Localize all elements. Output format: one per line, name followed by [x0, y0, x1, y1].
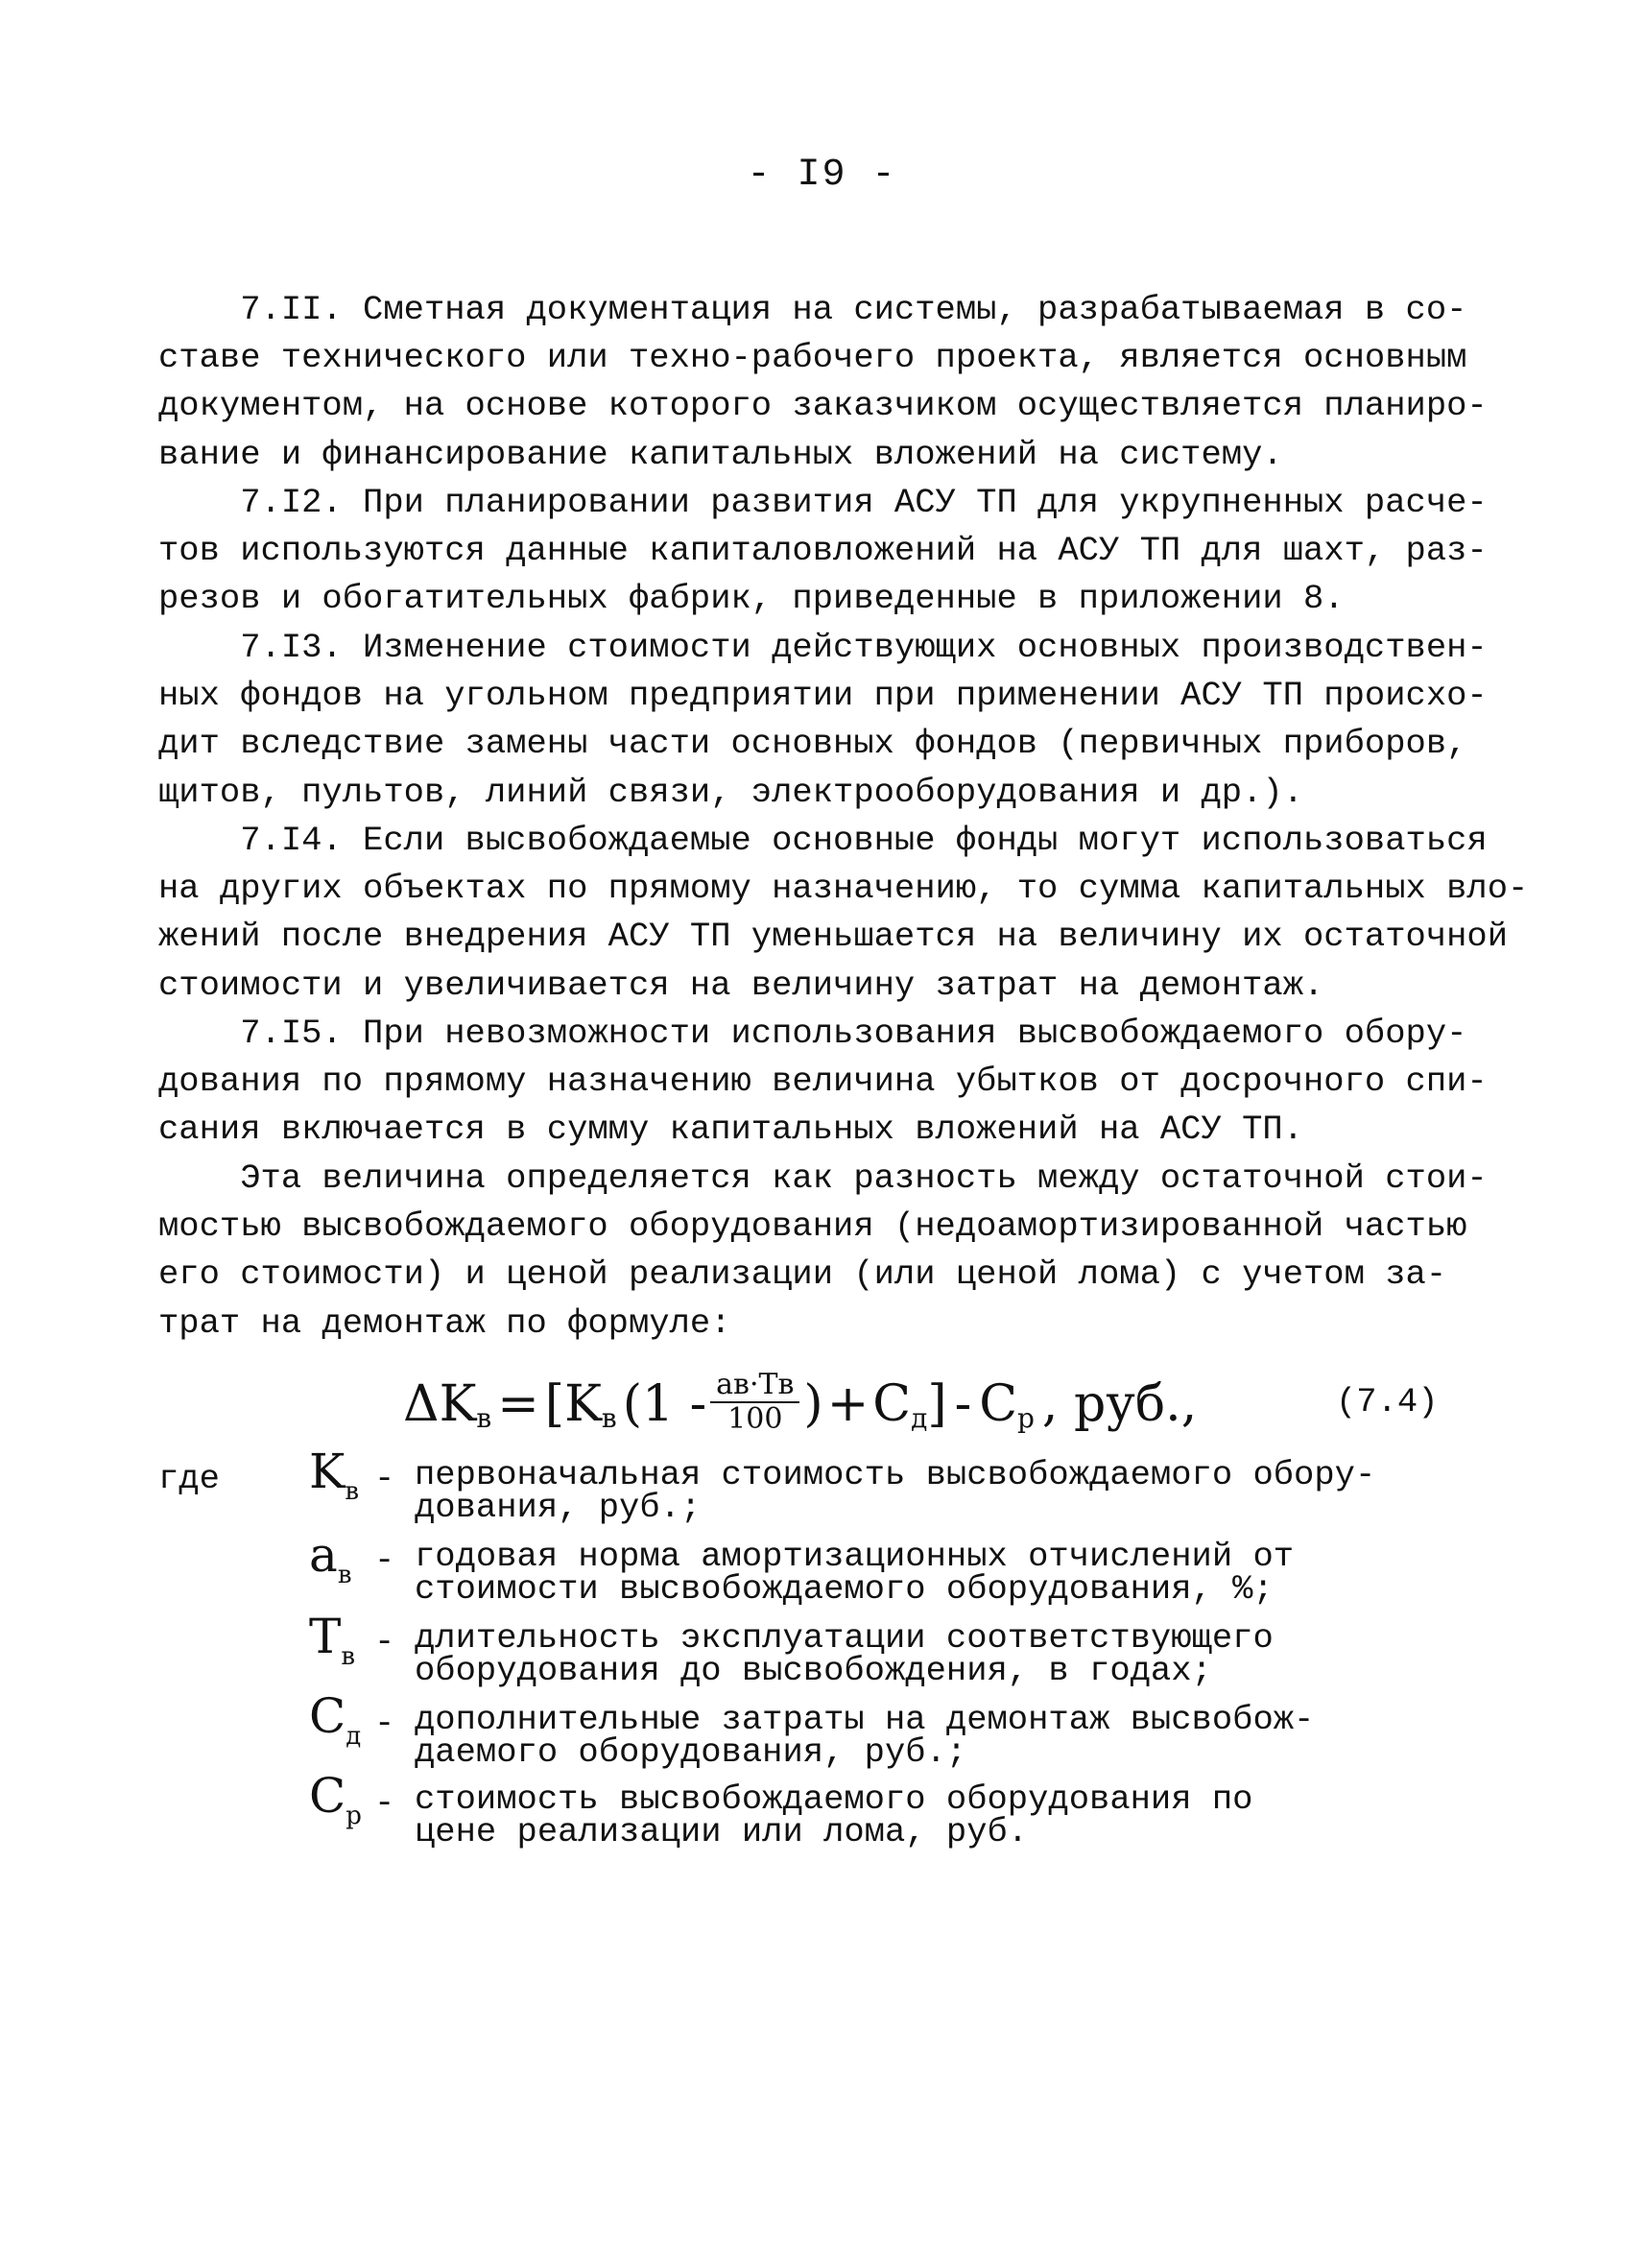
- formula-fraction: [710, 1369, 799, 1436]
- formula-open-bracket: [: [544, 1375, 565, 1433]
- definition-text-t: длительность эксплуатации соответствующего оборудования до высвобождения, в годах;: [415, 1618, 1274, 1690]
- formula-c-sub: д: [911, 1401, 928, 1434]
- paragraph-7-15: 7.I5. При невозможности использования высвобождаемого обору- дования по прямому назначению величина убытков от досрочного спи- сания включается в сумму капитальных вложений на АСУ ТП.: [158, 1014, 1488, 1150]
- definition-dash: -: [374, 1459, 395, 1498]
- formula-k-inner-sub: в: [601, 1401, 617, 1434]
- definition-text-cd: дополнительные затраты на демонтаж высвобож- даемого оборудования, руб.;: [415, 1700, 1315, 1772]
- formula-delta: Δ: [403, 1375, 440, 1433]
- formula-units: , руб.,: [1041, 1375, 1198, 1433]
- definition-dash: -: [374, 1540, 395, 1580]
- definition-dash: -: [374, 1704, 395, 1743]
- definition-symbol-cd: $C_д$: [309, 1688, 362, 1751]
- formula-fraction-numerator: aв·Tв: [710, 1369, 799, 1403]
- definition-text-a: годовая норма амортизационных отчислений от стоимости высвобождаемого оборудования, %;: [415, 1537, 1295, 1609]
- paragraph-7-12: 7.I2. При планировании развития АСУ ТП для укрупненных расче- тов используются данные капиталовложений на АСУ ТП для шахт, раз- резов и обогатительных фабрик, приведенные в приложении 8.: [158, 483, 1488, 619]
- definition-symbol-t: $T_в$: [309, 1609, 355, 1671]
- formula-open-paren: (1 -: [622, 1375, 707, 1433]
- formula-k-inner: K: [564, 1375, 602, 1433]
- formula-k-sub: в: [476, 1401, 492, 1434]
- paragraph-value-definition: Эта величина определяется как разность между остаточной стои- мостью высвобождаемого оборудования (недоамортизированной частью его стоимости) и ценой реализации (или ценой лома) с учетом за- трат на демонтаж по формуле:: [158, 1158, 1488, 1343]
- formula-c: C: [872, 1375, 912, 1433]
- formula-fraction-denominator: 100: [727, 1402, 783, 1436]
- page-number: - I9 -: [747, 154, 897, 197]
- paragraph-7-14: 7.I4. Если высвобождаемые основные фонды могут использоваться на других объектах по прямому назначению, то сумма капитальных вло- жений после внедрения АСУ ТП уменьшается на величину их остаточной стоимости и увеличивается на величину затрат на демонтаж.: [158, 821, 1529, 1005]
- formula-number: (7.4): [1336, 1382, 1439, 1421]
- definition-text-k: первоначальная стоимость высвобождаемого обору- дования, руб.;: [415, 1455, 1376, 1527]
- definition-text-cp: стоимость высвобождаемого оборудования по цене реализации или лома, руб.: [415, 1779, 1253, 1851]
- formula-cp: C: [979, 1375, 1017, 1433]
- paragraph-7-11: 7.II. Сметная документация на системы, разрабатываемая в со- ставе технического или техно-рабочего проекта, является основным документом, на основе которого заказчиком осуществляется планиро- вание и финансирование капитальных вложений на систему.: [158, 290, 1488, 474]
- definition-symbol-cp: $C_р$: [309, 1768, 362, 1830]
- formula-minus: -: [954, 1375, 972, 1433]
- definition-dash: -: [374, 1622, 395, 1661]
- formula-equals: =: [497, 1375, 539, 1433]
- paragraph-7-13: 7.I3. Изменение стоимости действующих основных производствен- ных фондов на угольном предприятии при применении АСУ ТП происхо- дит вследствие замены части основных фондов (первичных приборов, щитов, пультов, линий связи, электрооборудования и др.).: [158, 628, 1488, 812]
- formula-cp-sub: р: [1016, 1401, 1035, 1434]
- formula-7-4: [403, 1361, 1197, 1447]
- definition-dash: -: [374, 1783, 395, 1823]
- where-label: где: [158, 1459, 220, 1498]
- definition-symbol-k: $K_в$: [309, 1444, 359, 1506]
- formula-close-paren: ): [803, 1375, 823, 1433]
- formula-close-bracket: ]: [927, 1375, 947, 1433]
- formula-plus: +: [826, 1375, 870, 1433]
- definition-symbol-a: $a_в$: [309, 1527, 352, 1589]
- formula-k: K: [439, 1375, 477, 1433]
